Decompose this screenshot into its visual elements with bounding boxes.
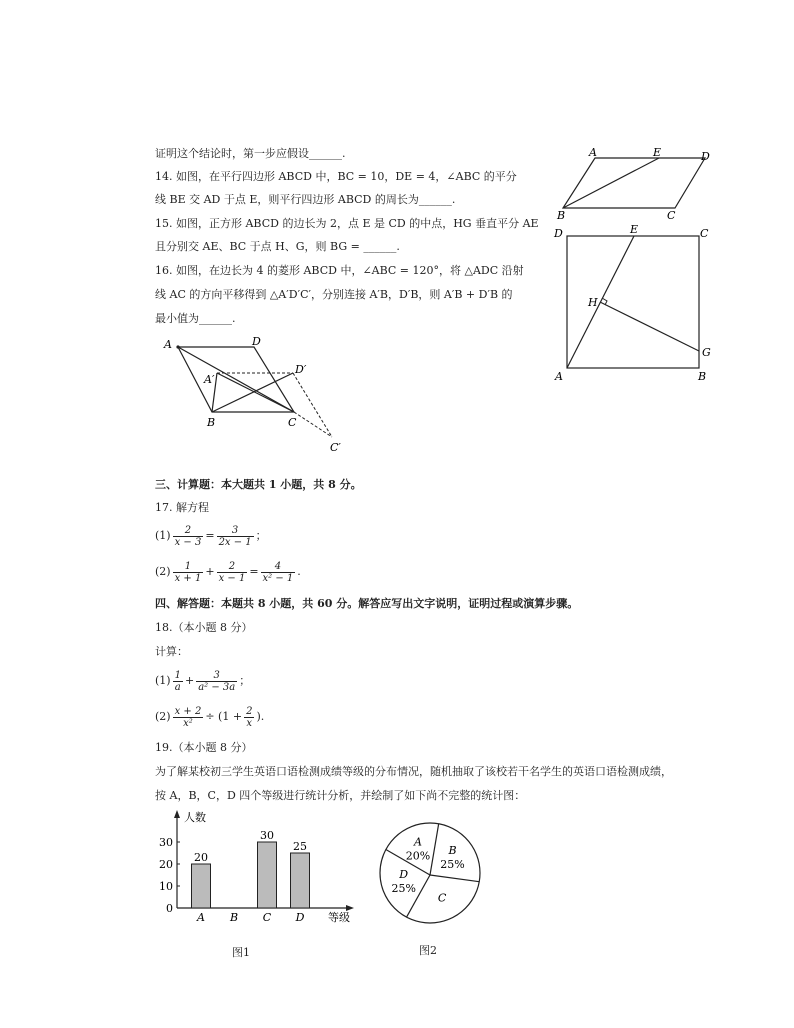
fig16-label-d: D [252,335,261,348]
fig15-label-e: E [630,223,639,236]
fig2-caption: 图2 [419,944,437,957]
fraction: $\frac{1}{x + 1}$ [174,560,202,584]
fraction: $\frac{2}{x - 1}$ [218,560,246,584]
x-tick-label: C [262,911,272,924]
y-tick-label: 20 [159,858,173,871]
bar-chart-fig1 [150,808,370,933]
figure-q15-square [550,222,720,387]
q18-expr1: (1) $\frac{1}{a}$ + $\frac{3}{\text{a² − 3a}}$ ； [155,669,251,693]
fig1-caption: 图1 [232,946,250,959]
pie-percent-d: 25% [391,882,416,896]
fig15-label-g: G [702,346,711,359]
y-axis-label: 人数 [184,811,206,824]
x-tick-label: D [295,911,305,924]
bar-value-label: 25 [293,840,307,853]
x-axis-label: 等级 [328,911,350,924]
fraction: $\frac{4}{\text{x² − 1}}$ [262,560,294,584]
fig14-label-b: B [557,209,566,222]
q16-line2: 线 AC 的方向平移得到 △A′D′C′，分别连接 A′B，D′B，则 A′B + D′B 的 [155,288,513,301]
pie-label-a: A [413,835,422,849]
bar-value-label: 20 [194,851,208,864]
bar-c [258,842,277,908]
fig14-label-d: D [701,150,710,163]
fraction: $\frac{3}{\text{a² − 3a}}$ [198,669,236,693]
bar-value-label: 30 [260,829,274,842]
fraction: $\frac{2}{x}$ [246,705,253,729]
fig14-label-c: C [667,209,676,222]
q17-eq2: (2) $\frac{1}{x + 1}$ + $\frac{2}{x - 1}$ = $\frac{4}{\text{x² − 1}}$ . [155,560,301,584]
fig16-label-b: B [207,416,216,429]
q18-calc: 计算： [155,645,188,658]
q16-line3: 最小值为______. [155,312,236,325]
q15-line2: 且分别交 AE、BC 于点 H、G，则 BG = ______. [155,240,400,253]
q19-line2: 按 A，B，C，D 四个等级进行统计分析，并绘制了如下尚不完整的统计图： [155,789,526,802]
pie-divider [430,824,439,875]
fig16-label-c-prime: C′ [330,441,341,454]
fraction: $\frac{2}{x - 3}$ [174,524,202,548]
bar-a [192,864,211,908]
fig15-label-h: H [588,296,598,309]
fig15-label-b: B [698,370,707,383]
q19-line1: 为了解某校初三学生英语口语检测成绩等级的分布情况，随机抽取了该校若干名学生的英语口语检测成绩， [155,765,672,778]
fraction: $\frac{x + 2}{\text{x²}}$ [174,705,202,729]
fig15-label-d: D [554,227,563,240]
fig14-label-e: E [653,146,662,159]
x-tick-label: B [229,911,239,924]
pie-chart-fig2 [375,818,485,928]
fraction: $\frac{3}{2x - 1}$ [218,524,252,548]
fraction: $\frac{1}{a}$ [174,669,181,693]
q14-line1: 14. 如图，在平行四边形 ABCD 中，BC = 10，DE = 4，∠ABC 的平分 [155,170,517,183]
pie-label-d: D [399,868,409,882]
pie-label-b: B [448,844,457,858]
q17-eq1: (1) $\frac{2}{x - 3}$ = $\frac{3}{2x - 1}$ ； [155,524,267,548]
q14-line2: 线 BE 交 AD 于点 E，则平行四边形 ABCD 的周长为______. [155,193,456,206]
fig16-label-c: C [288,416,297,429]
q16-line1: 16. 如图，在边长为 4 的菱形 ABCD 中，∠ABC = 120°，将 △ADC 沿射 [155,264,524,277]
pie-label-c: C [437,891,447,905]
y-tick-label: 30 [159,836,173,849]
y-tick-label: 10 [159,880,173,893]
fig14-label-a: A [589,146,597,159]
q17-title: 17. 解方程 [155,501,209,514]
q13-tail: 证明这个结论时，第一步应假设______. [155,147,346,160]
fig16-label-d-prime: D′ [295,363,307,376]
x-tick-label: A [197,911,205,924]
q18-title: 18.（本小题 8 分） [155,621,253,634]
section-4-title: 四、解答题：本题共 8 小题，共 60 分。解答应写出文字说明，证明过程或演算步骤。 [155,597,579,610]
y-tick-label: 0 [166,902,173,915]
section-3-title: 三、计算题：本大题共 1 小题，共 8 分。 [155,478,362,491]
figure-q14-parallelogram [555,148,715,220]
equals-sign: = [205,529,215,542]
pie-divider [430,875,479,882]
fig16-label-a-prime: A′ [204,373,215,386]
bar-d [291,853,310,908]
q19-title: 19.（本小题 8 分） [155,741,253,754]
fig16-label-a: A [164,338,172,351]
pie-percent-a: 20% [405,849,431,863]
pie-percent-b: 25% [440,858,465,872]
fig15-label-a: A [555,370,563,383]
fig15-label-c: C [700,227,709,240]
q15-line1: 15. 如图，正方形 ABCD 的边长为 2，点 E 是 CD 的中点，HG 垂直平分 AE [155,217,539,230]
q18-expr2: (2) $\frac{x + 2}{\text{x²}}$ ÷ (1 + $\frac{2}{x}$ ). [155,705,265,729]
y-axis-arrow [174,810,180,818]
figure-q16-rhombus [160,334,350,459]
q17-1-prefix: (1) [155,529,171,542]
